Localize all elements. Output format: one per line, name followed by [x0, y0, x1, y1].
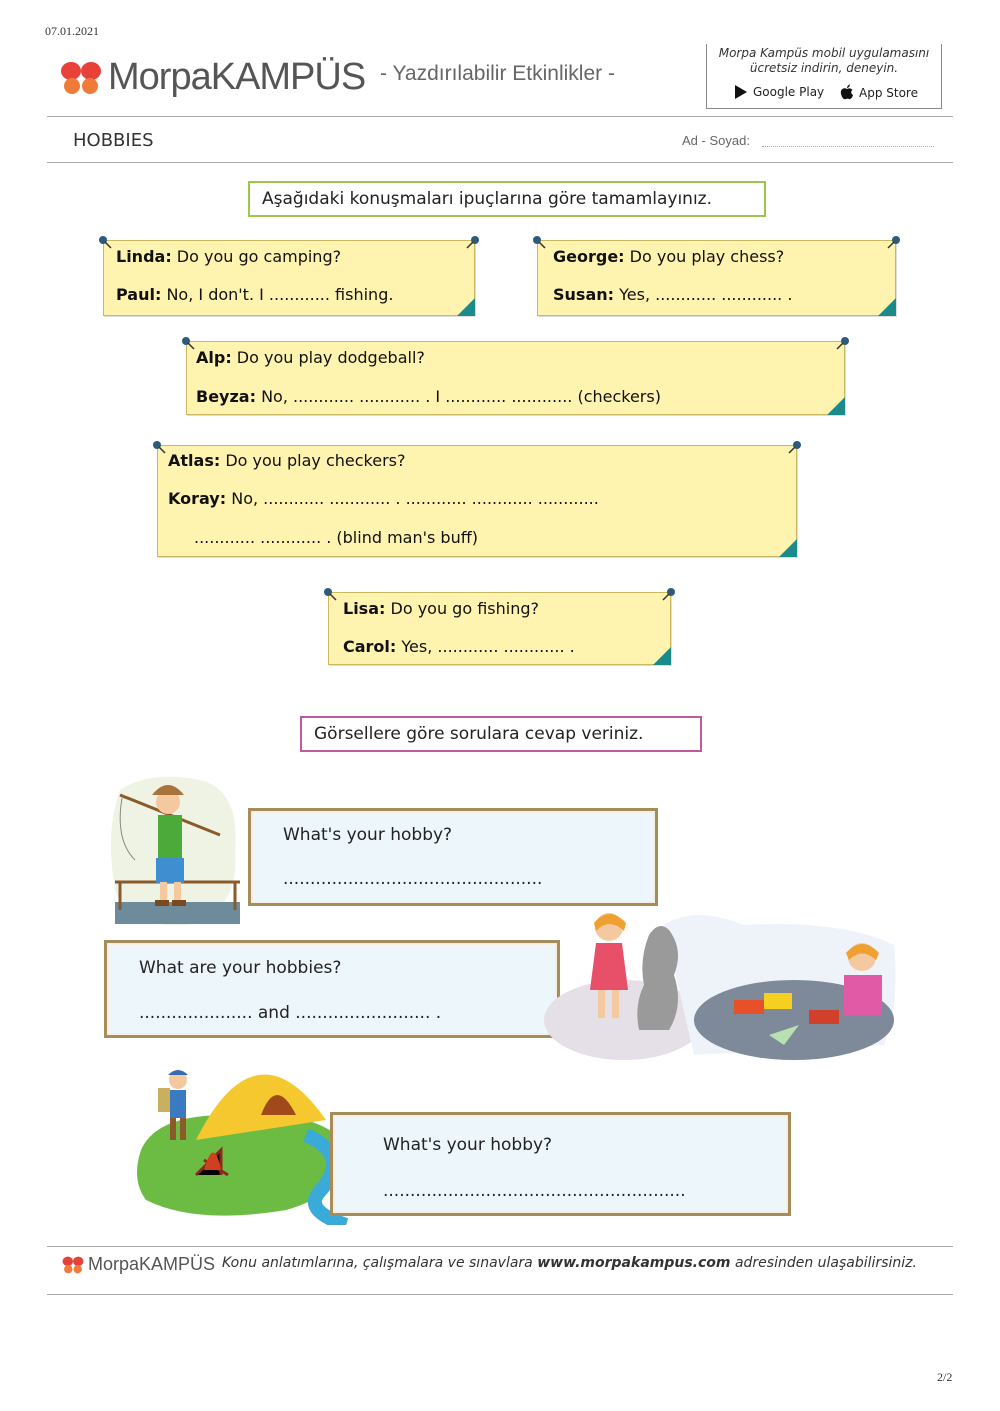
footer-text: [222, 1255, 917, 1271]
answer-text: No, ............ ............ . I ............ ............ (checkers): [255, 387, 661, 406]
question-text: Do you play chess?: [624, 247, 785, 266]
question-box: [104, 940, 560, 1038]
question-text: What are your hobbies?: [139, 958, 342, 978]
footer-divider-top: [47, 1246, 953, 1247]
answer-blank[interactable]: ..................... and ......................... .: [139, 1003, 442, 1023]
app-store-label: App Store: [859, 85, 918, 100]
page-title: HOBBIES: [73, 130, 154, 151]
google-play-label: Google Play: [753, 85, 825, 99]
speaker-name: Carol:: [343, 637, 397, 656]
dialog-note: [103, 240, 475, 316]
butterfly-logo-icon: [60, 61, 102, 95]
page-curl: [779, 539, 797, 557]
dialog-question: [168, 451, 405, 470]
dialog-note: [537, 240, 896, 316]
speaker-name: Lisa:: [343, 599, 386, 618]
dialog-note: [186, 341, 845, 415]
speaker-name: Koray:: [168, 489, 227, 508]
fishing-boy-illustration: [110, 770, 250, 930]
page-curl: [878, 298, 896, 316]
dialog-answer[interactable]: [553, 285, 792, 304]
dialog-answer[interactable]: [196, 387, 661, 406]
sculpture-and-origami-illustration: [544, 905, 900, 1063]
pin-icon: [98, 235, 112, 249]
apple-icon: [839, 84, 855, 101]
speaker-name: Susan:: [553, 285, 615, 304]
dialog-question: [196, 348, 425, 367]
footer-text-after: adresinden ulaşabilirsiniz.: [730, 1255, 917, 1271]
brand-logo: [60, 56, 365, 99]
question-box: [330, 1112, 791, 1216]
logo-text: MorpaKAMPÜS: [108, 56, 366, 98]
footer-logo-text: MorpaKAMPÜS: [88, 1254, 216, 1274]
name-field[interactable]: [762, 146, 934, 147]
dialog-question: [553, 247, 784, 266]
print-date: 07.01.2021: [45, 24, 99, 38]
dialog-note: [157, 445, 797, 557]
pin-icon: [466, 235, 480, 249]
speaker-name: Linda:: [116, 247, 172, 266]
dialog-answer-continued[interactable]: ............ ............ . (blind man's buff): [194, 528, 478, 547]
pin-icon: [887, 235, 901, 249]
answer-blank[interactable]: ........................................................: [383, 1181, 686, 1201]
footer-divider-bottom: [47, 1294, 953, 1295]
question-text: What's your hobby?: [283, 825, 453, 845]
answer-text: Yes, ............ ............ .: [396, 637, 575, 656]
answer-text: No, I don't. I ............ fishing.: [161, 285, 394, 304]
page-subtitle: - Yazdırılabilir Etkinlikler -: [380, 62, 615, 85]
page-curl: [457, 298, 475, 316]
question-text: Do you go fishing?: [385, 599, 539, 618]
pin-icon: [836, 336, 850, 350]
answer-text: No, ............ ............ . ............ ............ ............: [226, 489, 599, 508]
question-text: Do you play dodgeball?: [231, 348, 425, 367]
page-curl: [827, 397, 845, 415]
dialog-answer[interactable]: [168, 489, 599, 508]
app-store-badge[interactable]: [839, 84, 918, 101]
butterfly-logo-icon: [62, 1256, 84, 1274]
speaker-name: Paul:: [116, 285, 162, 304]
question-text: Do you go camping?: [171, 247, 342, 266]
pin-icon: [788, 440, 802, 454]
footer-text-before: Konu anlatımlarına, çalışmalara ve sınavlara: [222, 1255, 538, 1271]
question-box: [248, 808, 658, 906]
dialog-question: [116, 247, 341, 266]
pin-icon: [662, 587, 676, 601]
dialog-answer[interactable]: [343, 637, 575, 656]
speaker-name: Atlas:: [168, 451, 221, 470]
question-text: What's your hobby?: [383, 1135, 553, 1155]
question-text: Do you play checkers?: [220, 451, 406, 470]
footer-url-link[interactable]: www.morpakampus.com: [537, 1255, 731, 1271]
dialog-note: [328, 592, 671, 665]
answer-blank[interactable]: ................................................: [283, 869, 543, 889]
answer-text: Yes, ............ ............ .: [614, 285, 793, 304]
google-play-badge[interactable]: [733, 84, 824, 100]
dialog-question: [343, 599, 539, 618]
footer-logo: [62, 1254, 215, 1275]
dialog-answer[interactable]: [116, 285, 393, 304]
title-divider: [47, 162, 953, 163]
pin-icon: [181, 336, 195, 350]
instruction-answer-questions: Görsellere göre sorulara cevap veriniz.: [300, 716, 702, 752]
pin-icon: [152, 440, 166, 454]
name-label: Ad - Soyad:: [682, 133, 750, 148]
pin-icon: [532, 235, 546, 249]
app-promo-text: Morpa Kampüs mobil uygulamasını ücretsiz indirin, deneyin.: [718, 46, 930, 75]
page-curl: [653, 647, 671, 665]
instruction-complete-dialogs: Aşağıdaki konuşmaları ipuçlarına göre tamamlayınız.: [248, 181, 766, 217]
pin-icon: [323, 587, 337, 601]
page-number: 2/2: [937, 1370, 953, 1384]
speaker-name: Beyza:: [196, 387, 256, 406]
header-divider: [47, 116, 953, 117]
play-icon: [733, 84, 749, 100]
speaker-name: Alp:: [196, 348, 232, 367]
app-promo-box: [706, 44, 942, 109]
speaker-name: George:: [553, 247, 625, 266]
